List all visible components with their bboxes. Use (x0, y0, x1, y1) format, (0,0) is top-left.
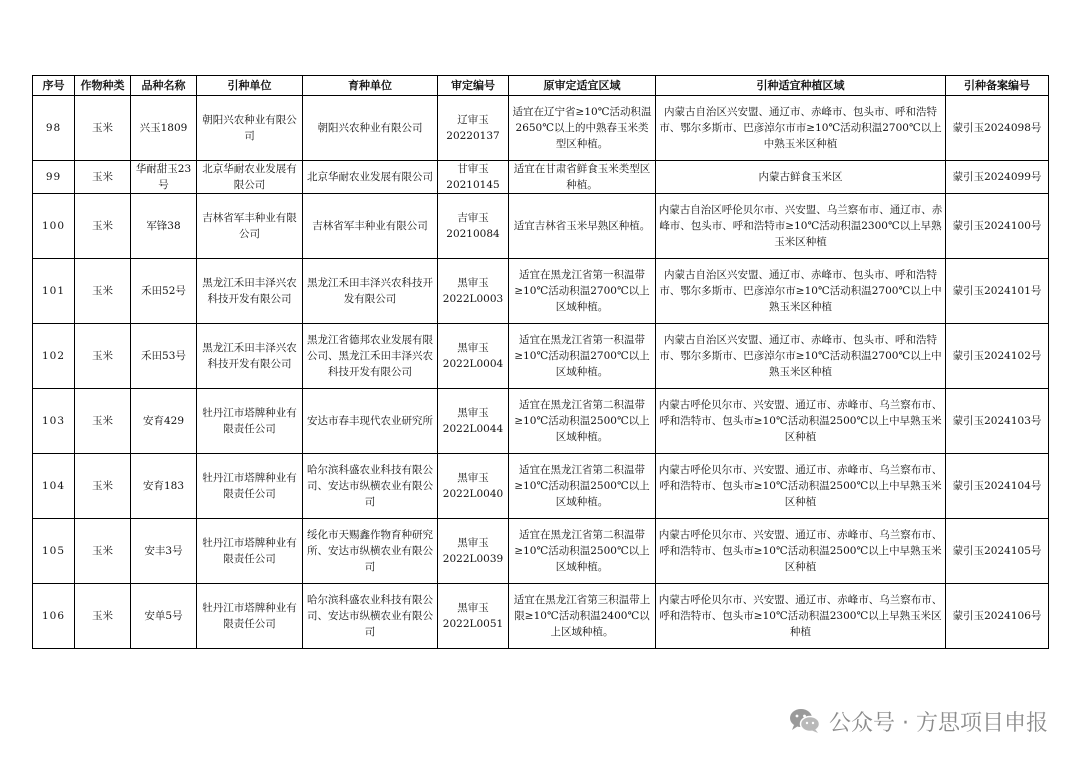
cell-approval: 吉审玉20210084 (438, 194, 509, 259)
cell-seq: 105 (33, 519, 75, 584)
cell-variety: 安育183 (131, 454, 197, 519)
cell-approval: 黑审玉2022L0003 (438, 259, 509, 324)
table-row (33, 259, 1049, 324)
table-row (33, 96, 1049, 161)
cell-crop: 玉米 (75, 584, 131, 649)
table-row (33, 454, 1049, 519)
cell-introducer: 朝阳兴农种业有限公司 (197, 96, 303, 161)
cell-intro-region: 内蒙古呼伦贝尔市、兴安盟、通辽市、赤峰市、乌兰察布市、呼和浩特市、包头市≥10℃活动积温2500℃以上中早熟玉米区种植 (656, 389, 946, 454)
cell-seq: 98 (33, 96, 75, 161)
cell-introducer: 牡丹江市塔牌种业有限责任公司 (197, 519, 303, 584)
cell-original-region: 适宜吉林省玉米早熟区种植。 (509, 194, 656, 259)
cell-breeder: 黑龙江禾田丰泽兴农科技开发有限公司 (303, 259, 438, 324)
cell-filing: 蒙引玉2024104号 (946, 454, 1049, 519)
cell-variety: 安丰3号 (131, 519, 197, 584)
cell-filing: 蒙引玉2024100号 (946, 194, 1049, 259)
cell-approval: 辽审玉20220137 (438, 96, 509, 161)
cell-crop: 玉米 (75, 194, 131, 259)
cell-intro-region: 内蒙古自治区兴安盟、通辽市、赤峰市、包头市、呼和浩特市、鄂尔多斯市、巴彦淖尔市市≥10℃活动积温2700℃以上中熟玉米区种植 (656, 96, 946, 161)
cell-variety: 禾田52号 (131, 259, 197, 324)
table-row (33, 161, 1049, 194)
cell-seq: 102 (33, 324, 75, 389)
table-row (33, 389, 1049, 454)
cell-breeder: 哈尔滨科盛农业科技有限公司、安达市纵横农业有限公司 (303, 584, 438, 649)
table-row (33, 194, 1049, 259)
cell-introducer: 牡丹江市塔牌种业有限责任公司 (197, 389, 303, 454)
cell-variety: 禾田53号 (131, 324, 197, 389)
cell-introducer: 吉林省军丰种业有限公司 (197, 194, 303, 259)
cell-seq: 101 (33, 259, 75, 324)
cell-variety: 安单5号 (131, 584, 197, 649)
cell-intro-region: 内蒙古鲜食玉米区 (656, 161, 946, 194)
cell-variety: 兴玉1809 (131, 96, 197, 161)
cell-original-region: 适宜在黑龙江省第二积温带≥10℃活动积温2500℃以上区域种植。 (509, 454, 656, 519)
cell-crop: 玉米 (75, 96, 131, 161)
cell-approval: 黑审玉2022L0004 (438, 324, 509, 389)
cell-filing: 蒙引玉2024106号 (946, 584, 1049, 649)
cell-introducer: 牡丹江市塔牌种业有限责任公司 (197, 584, 303, 649)
table-header (33, 76, 1049, 96)
cell-original-region: 适宜在黑龙江省第三积温带上限≥10℃活动积温2400℃以上区域种植。 (509, 584, 656, 649)
cell-intro-region: 内蒙古自治区兴安盟、通辽市、赤峰市、包头市、呼和浩特市、鄂尔多斯市、巴彦淖尔市≥10℃活动积温2700℃以上中熟玉米区种植 (656, 324, 946, 389)
cell-intro-region: 内蒙古自治区兴安盟、通辽市、赤峰市、包头市、呼和浩特市、鄂尔多斯市、巴彦淖尔市≥10℃活动积温2700℃以上中熟玉米区种植 (656, 259, 946, 324)
cell-approval: 黑审玉2022L0040 (438, 454, 509, 519)
cell-seq: 106 (33, 584, 75, 649)
table-row (33, 324, 1049, 389)
header-variety: 品种名称 (131, 76, 197, 96)
header-introducer: 引种单位 (197, 76, 303, 96)
cell-approval: 黑审玉2022L0051 (438, 584, 509, 649)
cell-original-region: 适宜在黑龙江省第一积温带≥10℃活动积温2700℃以上区域种植。 (509, 324, 656, 389)
watermark (789, 703, 1048, 739)
cell-filing: 蒙引玉2024098号 (946, 96, 1049, 161)
header-original-region: 原审定适宜区域 (509, 76, 656, 96)
cell-crop: 玉米 (75, 259, 131, 324)
cell-crop: 玉米 (75, 519, 131, 584)
cell-filing: 蒙引玉2024103号 (946, 389, 1049, 454)
cell-original-region: 适宜在黑龙江省第二积温带≥10℃活动积温2500℃以上区域种植。 (509, 389, 656, 454)
header-breeder: 育种单位 (303, 76, 438, 96)
cell-introducer: 黑龙江禾田丰泽兴农科技开发有限公司 (197, 324, 303, 389)
cell-approval: 黑审玉2022L0044 (438, 389, 509, 454)
header-row (33, 76, 1049, 96)
cell-original-region: 适宜在黑龙江省第二积温带≥10℃活动积温2500℃以上区域种植。 (509, 519, 656, 584)
cell-breeder: 黑龙江省德邦农业发展有限公司、黑龙江禾田丰泽兴农科技开发有限公司 (303, 324, 438, 389)
cell-approval: 黑审玉2022L0039 (438, 519, 509, 584)
cell-seq: 104 (33, 454, 75, 519)
cell-variety: 军锋38 (131, 194, 197, 259)
cell-breeder: 朝阳兴农种业有限公司 (303, 96, 438, 161)
cell-crop: 玉米 (75, 389, 131, 454)
cell-seq: 103 (33, 389, 75, 454)
cell-introducer: 北京华耐农业发展有限公司 (197, 161, 303, 194)
cell-crop: 玉米 (75, 324, 131, 389)
cell-seq: 100 (33, 194, 75, 259)
cell-filing: 蒙引玉2024105号 (946, 519, 1049, 584)
cell-filing: 蒙引玉2024099号 (946, 161, 1049, 194)
header-seq: 序号 (33, 76, 75, 96)
cell-breeder: 安达市春丰现代农业研究所 (303, 389, 438, 454)
table-row (33, 519, 1049, 584)
cell-introducer: 黑龙江禾田丰泽兴农科技开发有限公司 (197, 259, 303, 324)
header-crop: 作物种类 (75, 76, 131, 96)
watermark-text: 公众号 · 方思项目申报 (829, 710, 1048, 736)
cell-original-region: 适宜在黑龙江省第一积温带≥10℃活动积温2700℃以上区域种植。 (509, 259, 656, 324)
cell-breeder: 绥化市天赐鑫作物育种研究所、安达市纵横农业有限公司 (303, 519, 438, 584)
cell-breeder: 吉林省军丰种业有限公司 (303, 194, 438, 259)
cell-filing: 蒙引玉2024101号 (946, 259, 1049, 324)
table-body (33, 96, 1049, 649)
cell-approval: 甘审玉20210145 (438, 161, 509, 194)
cell-seq: 99 (33, 161, 75, 194)
cell-filing: 蒙引玉2024102号 (946, 324, 1049, 389)
cell-intro-region: 内蒙古自治区呼伦贝尔市、兴安盟、乌兰察布市、通辽市、赤峰市、包头市、呼和浩特市≥10℃活动积温2300℃以上早熟玉米区种植 (656, 194, 946, 259)
cell-introducer: 牡丹江市塔牌种业有限责任公司 (197, 454, 303, 519)
header-approval: 审定编号 (438, 76, 509, 96)
cell-crop: 玉米 (75, 161, 131, 194)
cell-variety: 安育429 (131, 389, 197, 454)
cell-original-region: 适宜在甘肃省鲜食玉米类型区种植。 (509, 161, 656, 194)
cell-intro-region: 内蒙古呼伦贝尔市、兴安盟、通辽市、赤峰市、乌兰察布市、呼和浩特市、包头市≥10℃活动积温2500℃以上中早熟玉米区种植 (656, 519, 946, 584)
cell-original-region: 适宜在辽宁省≥10℃活动积温2650℃以上的中熟春玉米类型区种植。 (509, 96, 656, 161)
cell-crop: 玉米 (75, 454, 131, 519)
cell-variety: 华耐甜玉23号 (131, 161, 197, 194)
cell-breeder: 哈尔滨科盛农业科技有限公司、安达市纵横农业有限公司 (303, 454, 438, 519)
wechat-icon (789, 707, 821, 735)
cell-intro-region: 内蒙古呼伦贝尔市、兴安盟、通辽市、赤峰市、乌兰察布市、呼和浩特市、包头市≥10℃活动积温2500℃以上中早熟玉米区种植 (656, 454, 946, 519)
cell-intro-region: 内蒙古呼伦贝尔市、兴安盟、通辽市、赤峰市、乌兰察布市、呼和浩特市、包头市≥10℃活动积温2300℃以上早熟玉米区种植 (656, 584, 946, 649)
variety-table (32, 75, 1049, 649)
table-row (33, 584, 1049, 649)
header-filing: 引种备案编号 (946, 76, 1049, 96)
header-intro-region: 引种适宜种植区域 (656, 76, 946, 96)
cell-breeder: 北京华耐农业发展有限公司 (303, 161, 438, 194)
